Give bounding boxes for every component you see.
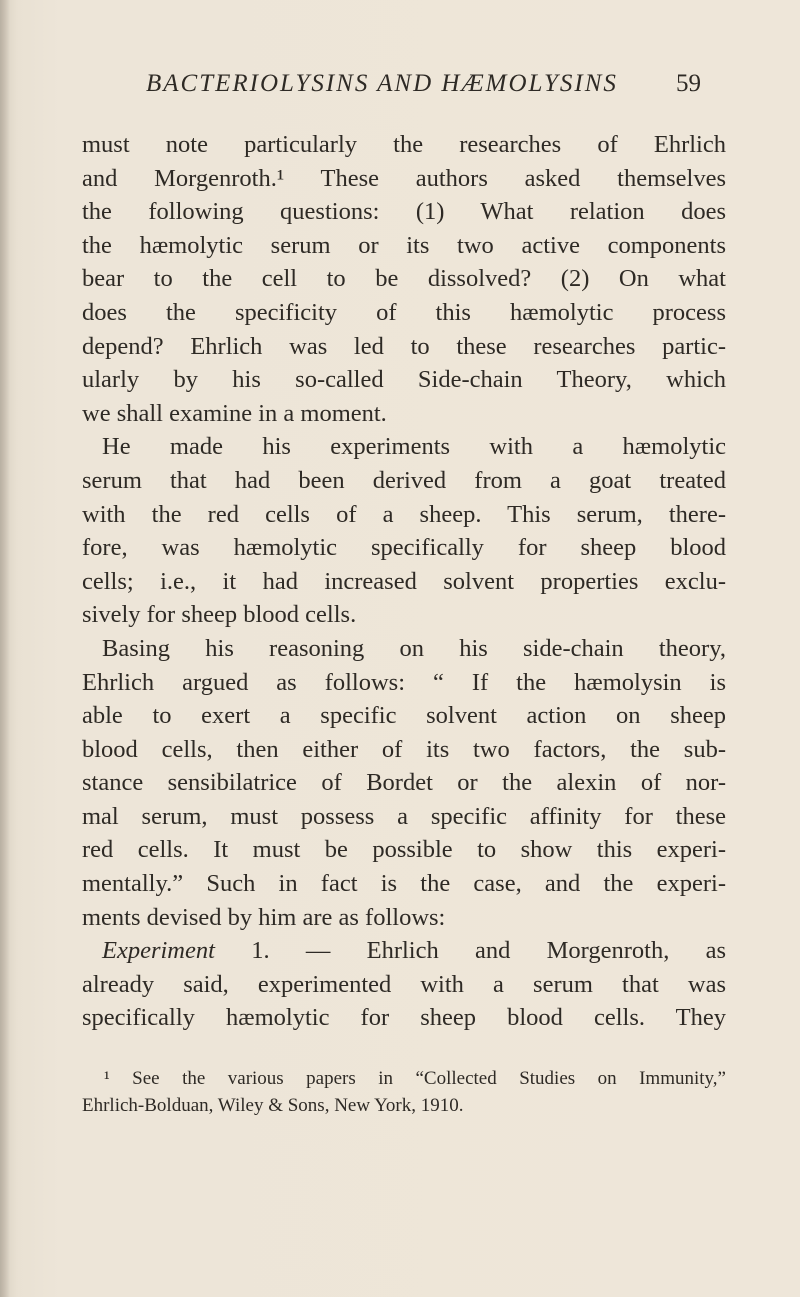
text-line: depend? Ehrlich was led to these researches partic- xyxy=(82,332,726,360)
binding-shadow xyxy=(0,0,10,1297)
experiment-label: Experiment xyxy=(102,937,215,965)
text-line: with the red cells of a sheep. This serum, there- xyxy=(82,500,726,528)
body-text xyxy=(82,128,726,1035)
text-line: Basing his reasoning on his side-chain theory, xyxy=(102,634,726,662)
text-line: blood cells, then either of its two factors, the sub- xyxy=(82,735,726,763)
text-line: fore, was hæmolytic specifically for sheep blood xyxy=(82,534,726,562)
page-header xyxy=(0,70,800,110)
text-line: serum that had been derived from a goat treated xyxy=(82,466,726,494)
text-line: already said, experimented with a serum that was xyxy=(82,970,726,998)
text-line: able to exert a specific solvent action on sheep xyxy=(82,702,726,730)
text-line: mentally.” Such in fact is the case, and the experi- xyxy=(82,870,726,898)
text-line: He made his experiments with a hæmolytic xyxy=(102,433,726,461)
text-line: sively for sheep blood cells. xyxy=(82,601,357,629)
text-line: the following questions: (1) What relation does xyxy=(82,198,726,226)
text-line: does the specificity of this hæmolytic process xyxy=(82,298,726,326)
page-number: 59 xyxy=(676,70,701,97)
text-line: bear to the cell to be dissolved? (2) On what xyxy=(82,265,726,293)
text-line: the hæmolytic serum or its two active components xyxy=(82,231,726,259)
text-line: stance sensibilatrice of Bordet or the alexin of nor- xyxy=(82,769,726,797)
text-line: red cells. It must be possible to show this experi- xyxy=(82,836,726,864)
experiment-line xyxy=(82,934,726,968)
text-line: we shall examine in a moment. xyxy=(82,399,387,427)
text-line: ularly by his so-called Side-chain Theory, which xyxy=(82,366,726,394)
text-line: mal serum, must possess a specific affinity for these xyxy=(82,802,726,830)
footnotes xyxy=(82,1065,726,1119)
text-line: must note particularly the researches of Ehrlich xyxy=(82,131,726,158)
footnote-line: Ehrlich-Bolduan, Wiley & Sons, New York, 1910. xyxy=(82,1095,464,1116)
footnote-line: ¹ See the various papers in “Collected Studies on Immunity,” xyxy=(104,1068,726,1089)
text-line: and Morgenroth.¹ These authors asked themselves xyxy=(82,164,726,192)
text-line: specifically hæmolytic for sheep blood cells. They xyxy=(82,1004,726,1032)
running-head: BACTERIOLYSINS AND HÆMOLYSINS xyxy=(146,70,618,97)
text-line: ments devised by him are as follows: xyxy=(82,903,446,931)
text-line: cells; i.e., it had increased solvent properties exclu- xyxy=(82,567,726,595)
text-line: Ehrlich argued as follows: “ If the hæmolysin is xyxy=(82,668,726,696)
experiment-text: 1. — Ehrlich and Morgenroth, as xyxy=(251,937,726,965)
